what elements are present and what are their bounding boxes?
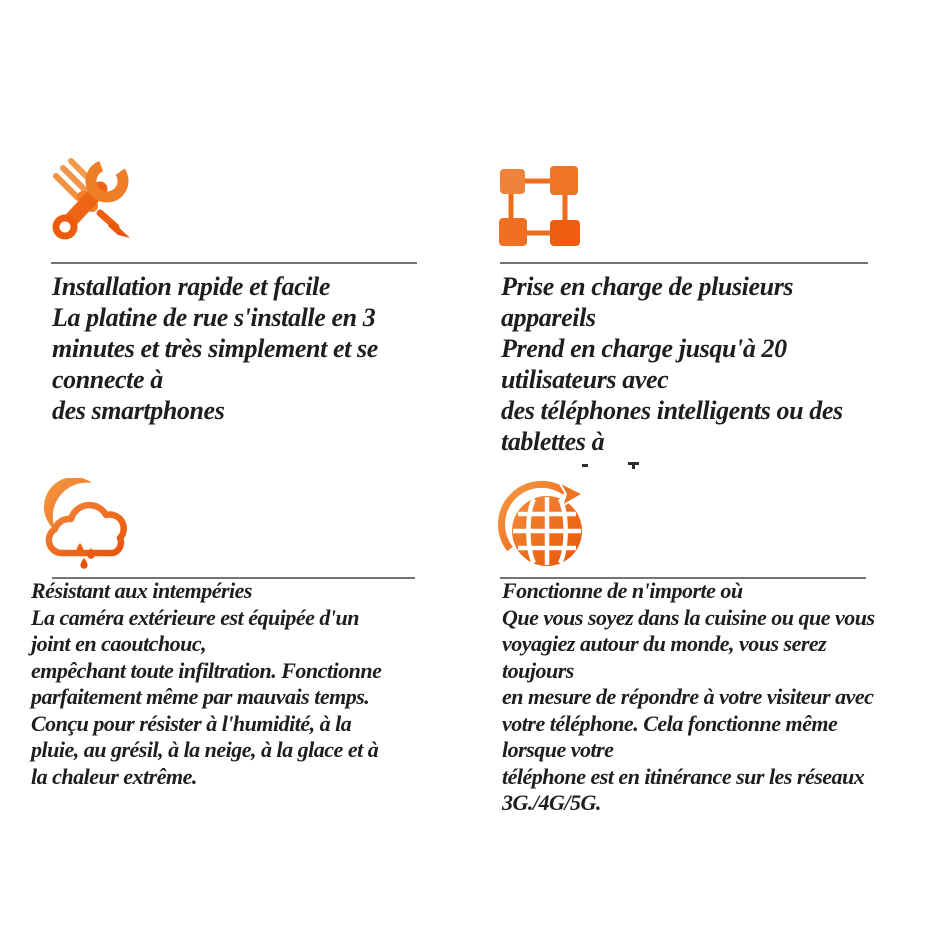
divider [51,262,417,264]
feature-line: La platine de rue s'installe en 3 [52,303,376,332]
feature-line: parfaitement même par mauvais temps. [31,684,370,709]
feature-line: votre téléphone. Cela fonctionne même [502,710,838,736]
feature-line: pluie, au grésil, à la neige, à la glace et à [31,737,379,762]
feature-text-installation [52,271,378,426]
feature-line: des smartphones [52,396,225,425]
feature-line: minutes et très simplement et se [52,334,378,363]
feature-text-anywhere [502,578,875,817]
clipped-text-fragment [582,464,588,467]
feature-line: empêchant toute infiltration. Fonctionne [31,657,382,683]
feature-line: 3G./4G/5G. [502,790,601,815]
feature-line: Que vous soyez dans la cuisine ou que vous [502,604,875,630]
feature-line: toujours [502,657,574,683]
feature-line: La caméra extérieure est équipée d'un [31,604,359,630]
feature-line: appareils [501,303,596,332]
weather-night-rain-icon [33,478,129,574]
global-roaming-icon [497,477,593,573]
feature-line: des téléphones intelligents ou des [501,396,843,425]
feature-line: joint en caoutchouc, [31,631,207,656]
feature-line: téléphone est en itinérance sur les réseaux [502,763,865,789]
feature-line: utilisateurs avec [501,365,669,394]
feature-line: tablettes à [501,427,605,456]
feature-text-weatherproof [31,578,381,790]
feature-line: connecte à [52,365,163,394]
feature-line: lorsque votre [502,737,614,762]
feature-line: en mesure de répondre à votre visiteur avec [502,684,874,709]
feature-line: Prend en charge jusqu'à 20 [501,334,787,363]
divider [500,262,868,264]
feature-text-multi-device [501,271,843,457]
clipped-text-fragment [632,465,635,469]
tools-icon [46,154,140,248]
feature-title: Prise en charge de plusieurs [501,272,794,301]
feature-line: Conçu pour résister à l'humidité, à la [31,710,352,736]
feature-title: Résistant aux intempéries [31,578,252,603]
devices-network-icon [499,165,581,247]
feature-line: voyagiez autour du monde, vous serez [502,631,827,656]
feature-line: la chaleur extrême. [31,763,197,789]
feature-title: Installation rapide et facile [52,272,331,301]
feature-title: Fonctionne de n'importe où [502,578,743,603]
